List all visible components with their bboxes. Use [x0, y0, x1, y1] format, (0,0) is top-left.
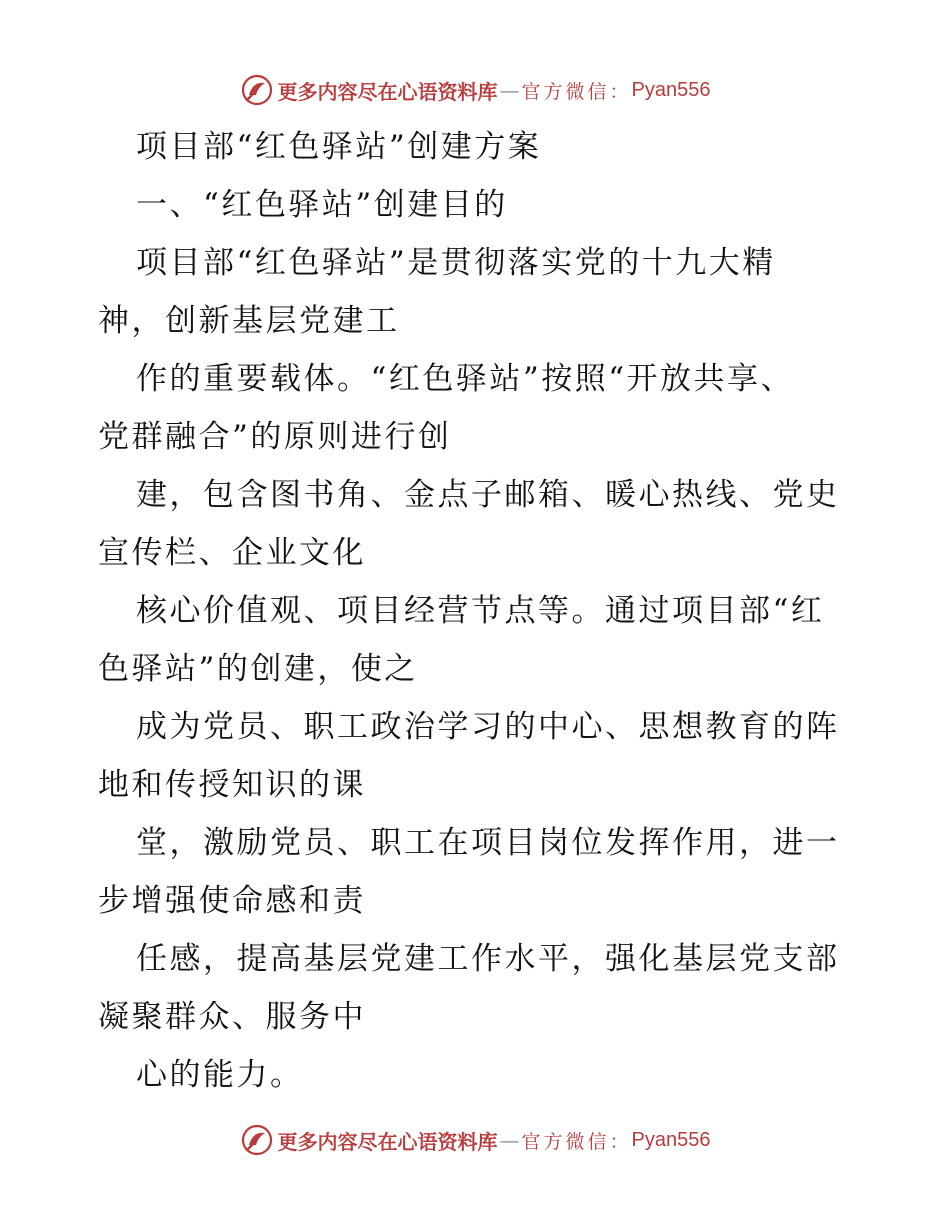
header-banner — [0, 70, 950, 110]
paragraph-line: 凝聚群众、服务中 — [98, 999, 366, 1035]
banner-wechat-label: 官方微信： — [521, 1130, 632, 1153]
seal-logo-icon — [240, 1123, 274, 1157]
footer-banner — [0, 1120, 950, 1160]
banner-wechat-label: 官方微信： — [521, 80, 632, 103]
paragraph-line: 任感，提高基层党建工作水平，强化基层党支部 — [136, 941, 840, 977]
paragraph-line: 党群融合”的原则进行创 — [98, 419, 452, 455]
document-title: 项目部“红色驿站”创建方案 — [136, 129, 542, 165]
paragraph-line: 项目部“红色驿站”是贯彻落实党的十九大精 — [136, 245, 776, 281]
banner-dash: — — [499, 1128, 520, 1152]
paragraph-line: 核心价值观、项目经营节点等。通过项目部“红 — [136, 593, 825, 629]
banner-main-text: 更多内容尽在心语资料库 — [277, 1129, 498, 1154]
paragraph-line: 色驿站”的创建，使之 — [98, 651, 418, 687]
banner-wechat-id: Pyan556 — [631, 1128, 711, 1151]
paragraph-line: 建，包含图书角、金点子邮箱、暖心热线、党史 — [136, 477, 840, 513]
seal-logo-icon — [240, 73, 274, 107]
paragraph-line: 地和传授知识的课 — [98, 767, 366, 803]
paragraph-line: 宣传栏、企业文化 — [98, 535, 366, 571]
banner-dash: — — [499, 78, 520, 102]
banner-wechat-id: Pyan556 — [631, 78, 711, 101]
paragraph-line: 神，创新基层党建工 — [98, 303, 400, 339]
paragraph-line: 堂，激励党员、职工在项目岗位发挥作用，进一 — [136, 825, 840, 861]
paragraph-line: 心的能力。 — [136, 1057, 304, 1093]
paragraph-line: 作的重要载体。“红色驿站”按照“开放共享、 — [136, 361, 795, 397]
banner-main-text: 更多内容尽在心语资料库 — [277, 79, 498, 104]
paragraph-line: 成为党员、职工政治学习的中心、思想教育的阵 — [136, 709, 840, 745]
section-heading: 一、“红色驿站”创建目的 — [136, 187, 508, 223]
paragraph-line: 步增强使命感和责 — [98, 883, 366, 919]
